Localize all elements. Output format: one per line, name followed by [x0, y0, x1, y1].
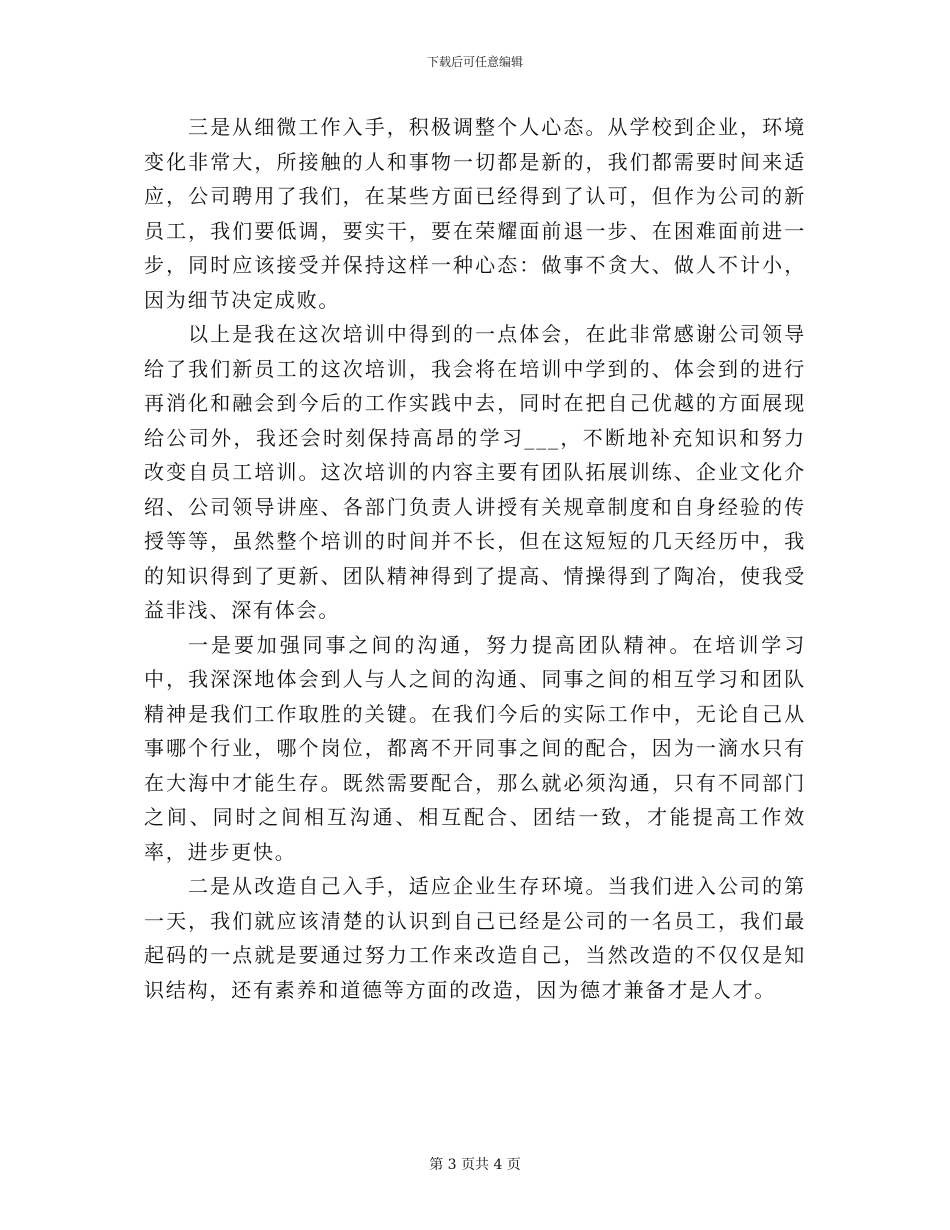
document-body — [144, 110, 806, 1007]
page-number: 第 3 页共 4 页 — [429, 1157, 521, 1173]
paragraph-communication: 一是要加强同事之间的沟通，努力提高团队精神。在培训学习中，我深深地体会到人与人之间的沟通、同事之间的相互学习和团队精神是我们工作取胜的关键。在我们今后的实际工作中，无论自己从事哪个行业，哪个岗位，都离不开同事之间的配合，因为一滴水只有在大海中才能生存。既然需要配合，那么就必须沟通，只有不同部门之间、同时之间相互沟通、相互配合、团结一致，才能提高工作效率，进步更快。 — [144, 632, 806, 864]
page-header: 下载后可任意编辑 — [426, 55, 523, 69]
paragraph-attitude: 三是从细微工作入手，积极调整个人心态。从学校到企业，环境变化非常大，所接触的人和事物一切都是新的，我们都需要时间来适应，公司聘用了我们，在某些方面已经得到了认可，但作为公司的新员工，我们要低调，要实干，要在荣耀面前退一步、在困难面前进一步，同时应该接受并保持这样一种心态：做事不贪大、做人不计小，因为细节决定成败。 — [144, 115, 806, 312]
paragraph-training-summary: 以上是我在这次培训中得到的一点体会，在此非常感谢公司领导给了我们新员工的这次培训，我会将在培训中学到的、体会到的进行再消化和融会到今后的工作实践中去，同时在把自己优越的方面展现给公司外，我还会时刻保持高昂的学习___，不断地补充知识和努力改变自员工培训。这次培训的内容主要有团队拓展训练、企业文化介绍、公司领导讲座、各部门负责人讲授有关规章制度和自身经验的传授等等，虽然整个培训的时间并不长，但在这短短的几天经历中，我的知识得到了更新、团队精神得到了提高、情操得到了陶冶，使我受益非浅、深有体会。 — [144, 322, 806, 622]
paragraph-self-improvement: 二是从改造自己入手，适应企业生存环境。当我们进入公司的第一天，我们就应该清楚的认识到自己已经是公司的一名员工，我们最起码的一点就是要通过努力工作来改造自己，当然改造的不仅仅是知识结构，还有素养和道德等方面的改造，因为德才兼备才是人才。 — [144, 874, 806, 1002]
